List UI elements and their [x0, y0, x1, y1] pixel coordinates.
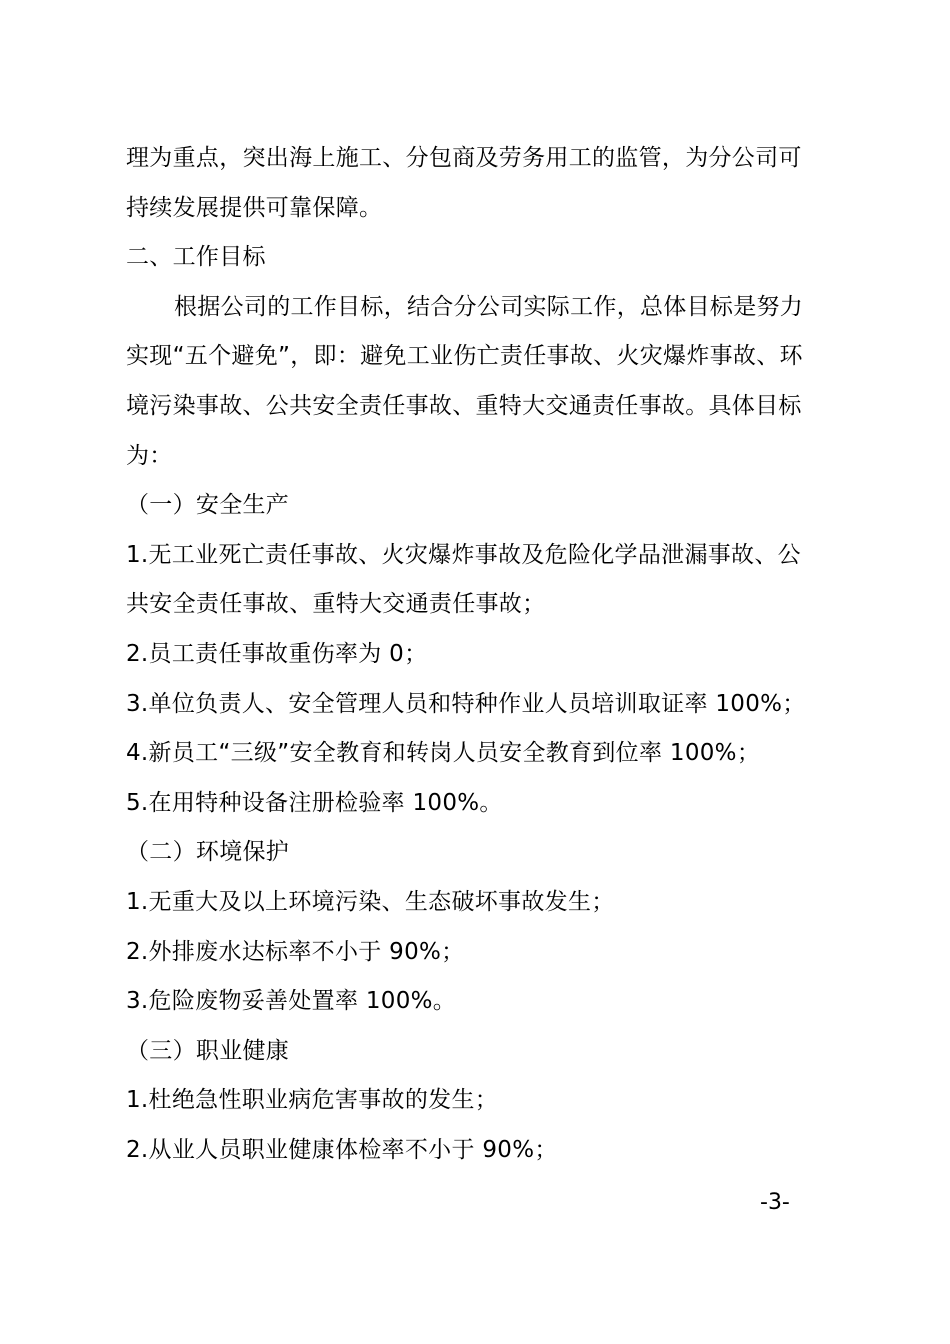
list-item: 4.新员工“三级”安全教育和转岗人员安全教育到位率 100%；: [126, 740, 761, 767]
subsection-heading: （一）安全生产: [126, 492, 290, 519]
subsection-heading: （二）环境保护: [126, 839, 290, 866]
paragraph-line: 持续发展提供可靠保障。: [126, 194, 383, 221]
list-item: 共安全责任事故、重特大交通责任事故；: [126, 591, 546, 618]
section-heading: 二、工作目标: [126, 244, 266, 271]
list-item: 5.在用特种设备注册检验率 100%。: [126, 789, 503, 816]
list-item: 2.外排废水达标率不小于 90%；: [126, 938, 465, 965]
list-item: 3.单位负责人、安全管理人员和特种作业人员培训取证率 100%；: [126, 690, 806, 717]
paragraph-line: 为：: [126, 442, 173, 469]
page-number: -3-: [760, 1190, 790, 1215]
paragraph-line: 理为重点，突出海上施工、分包商及劳务用工的监管，为分公司可: [126, 145, 802, 171]
list-item: 1.无工业死亡责任事故、火灾爆炸事故及危险化学品泄漏事故、公: [126, 541, 801, 568]
list-item: 3.危险废物妥善处置率 100%。: [126, 988, 457, 1015]
list-item: 1.杜绝急性职业病危害事故的发生；: [126, 1087, 499, 1114]
list-item: 2.员工责任事故重伤率为 0；: [126, 640, 428, 667]
subsection-heading: （三）职业健康: [126, 1037, 290, 1064]
paragraph-line: 根据公司的工作目标，结合分公司实际工作，总体目标是努力: [174, 293, 804, 320]
list-item: 1.无重大及以上环境污染、生态破坏事故发生；: [126, 888, 615, 915]
document-body: [126, 134, 826, 1175]
paragraph-line: 实现“五个避免”，即：避免工业伤亡责任事故、火灾爆炸事故、环: [126, 343, 803, 370]
paragraph-line: 境污染事故、公共安全责任事故、重特大交通责任事故。具体目标: [126, 392, 802, 419]
list-item: 2.从业人员职业健康体检率不小于 90%；: [126, 1136, 558, 1163]
